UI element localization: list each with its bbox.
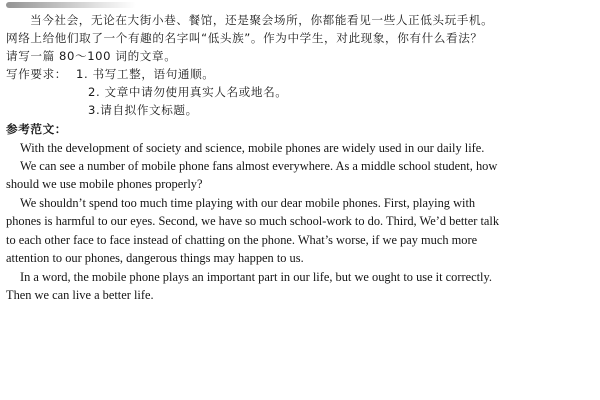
essay-line-5: phones is harmful to our eyes. Second, we have so much school-work to do. Third, We’d better talk <box>6 214 500 228</box>
essay-line-6: to each other face to face instead of chatting on the phone. What’s worse, if we pay much more <box>6 233 478 247</box>
requirements-label: 写作要求： <box>6 67 67 81</box>
essay-line-9: Then we can live a better life. <box>6 288 154 302</box>
requirement-item-1: 1. 书写工整，语句通顺。 <box>76 67 215 81</box>
essay-line-3: should we use mobile phones properly? <box>6 177 203 191</box>
essay-line-4: We shouldn’t spend too much time playing with our dear mobile phones. First, playing with <box>20 196 476 210</box>
essay-line-7: attention to our phones, dangerous things may happen to us. <box>6 251 304 265</box>
scan-artifact <box>6 2 136 8</box>
prompt-line-3: 请写一篇 80～100 词的文章。 <box>6 49 177 63</box>
sample-heading: 参考范文： <box>6 122 67 136</box>
essay-line-2: We can see a number of mobile phone fans almost everywhere. As a middle school student, how <box>20 159 498 173</box>
essay-line-1: With the development of society and science, mobile phones are widely used in our daily life. <box>20 141 485 155</box>
essay-line-8: In a word, the mobile phone plays an important part in our life, but we ought to use it correctly. <box>20 270 492 284</box>
prompt-line-1: 当今社会，无论在大街小巷、餐馆，还是聚会场所，你都能看见一些人正低头玩手机。 <box>30 13 494 27</box>
requirement-item-2: 2. 文章中请勿使用真实人名或地名。 <box>88 85 288 99</box>
prompt-line-2: 网络上给他们取了一个有趣的名字叫“低头族”。作为中学生，对此现象，你有什么看法？ <box>6 31 483 45</box>
requirement-item-3: 3.请自拟作文标题。 <box>88 103 198 117</box>
